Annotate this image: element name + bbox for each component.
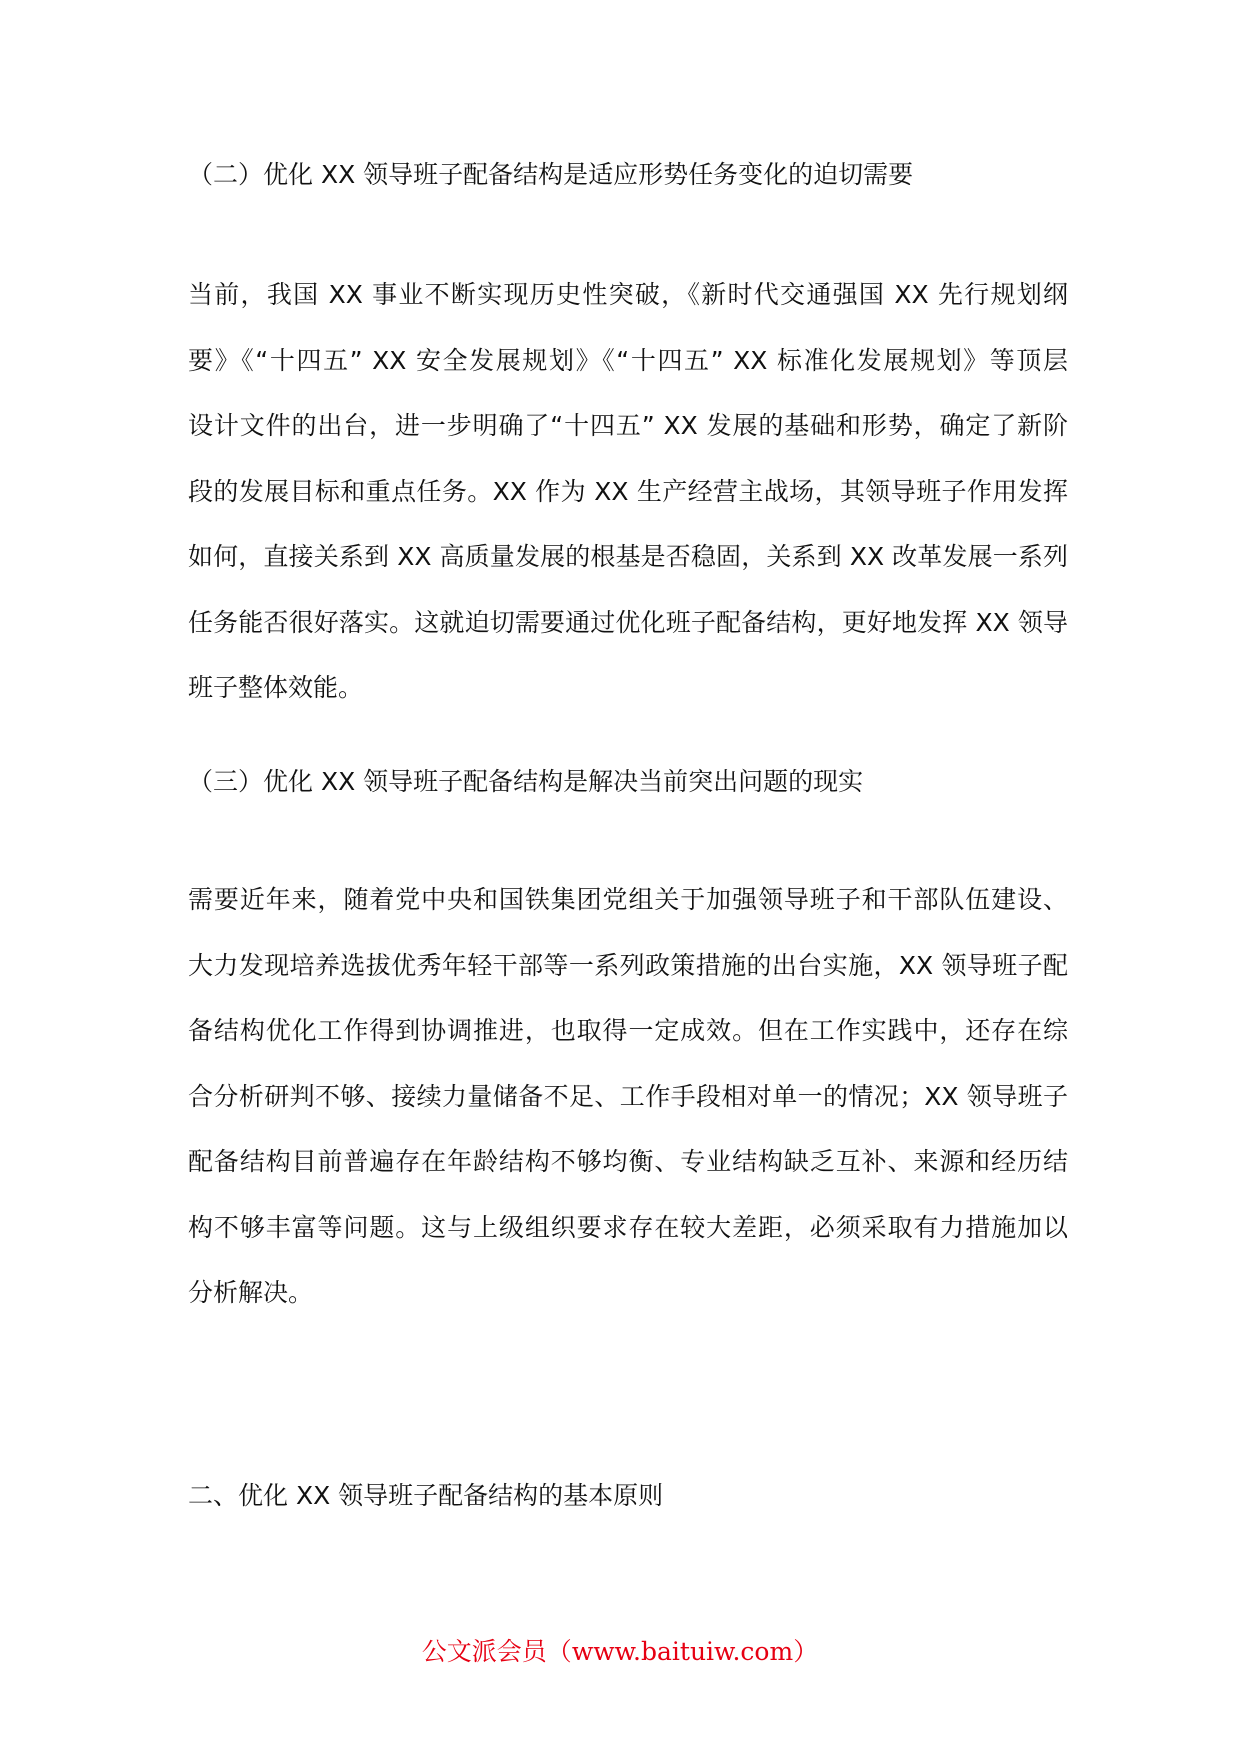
paragraph-line: 要》《“十四五” XX 安全发展规划》《“十四五” XX 标准化发展规划》等顶层 <box>188 345 1068 375</box>
paragraph-line: 构不够丰富等问题。这与上级组织要求存在较大差距，必须采取有力措施加以 <box>188 1212 1068 1242</box>
paragraph-line: 需要近年来，随着党中央和国铁集团党组关于加强领导班子和干部队伍建设、 <box>188 885 1068 914</box>
section-heading-4: 二、优化 XX 领导班子配备结构的基本原则 <box>188 1481 664 1510</box>
paragraph-line: 如何，直接关系到 XX 高质量发展的根基是否稳固，关系到 XX 改革发展一系列 <box>188 542 1068 571</box>
paragraph-line: 配备结构目前普遍存在年龄结构不够均衡、专业结构缺乏互补、来源和经历结 <box>188 1147 1068 1176</box>
footer-brand: 公文派会员 <box>421 1637 547 1666</box>
paragraph-3 <box>188 867 1068 1326</box>
paragraph-2 <box>188 262 1068 721</box>
paragraph-line: 大力发现培养选拔优秀年轻干部等一系列政策措施的出台实施，XX 领导班子配 <box>188 950 1068 980</box>
footer-url-link[interactable]: www.baituiw.com <box>571 1637 794 1666</box>
section-heading-2: （二）优化 XX 领导班子配备结构是适应形势任务变化的迫切需要 <box>188 160 914 189</box>
paragraph-line: 任务能否很好落实。这就迫切需要通过优化班子配备结构，更好地发挥 XX 领导 <box>188 607 1068 637</box>
paragraph-line: 合分析研判不够、接续力量储备不足、工作手段相对单一的情况；XX 领导班子 <box>188 1081 1068 1111</box>
paragraph-line: 班子整体效能。 <box>188 673 364 702</box>
footer-close-paren: ） <box>793 1637 819 1666</box>
paragraph-line: 分析解决。 <box>188 1278 314 1307</box>
paragraph-line: 备结构优化工作得到协调推进，也取得一定成效。但在工作实践中，还存在综 <box>188 1016 1068 1045</box>
footer-watermark <box>0 1632 1240 1672</box>
paragraph-line: 段的发展目标和重点任务。XX 作为 XX 生产经营主战场，其领导班子作用发挥 <box>188 476 1068 506</box>
paragraph-line: 当前，我国 XX 事业不断实现历史性突破，《新时代交通强国 XX 先行规划纲 <box>188 280 1068 309</box>
section-heading-3: （三）优化 XX 领导班子配备结构是解决当前突出问题的现实 <box>188 767 864 796</box>
paragraph-line: 设计文件的出台，进一步明确了“十四五” XX 发展的基础和形势，确定了新阶 <box>188 411 1068 440</box>
footer-open-paren: （ <box>546 1637 572 1666</box>
